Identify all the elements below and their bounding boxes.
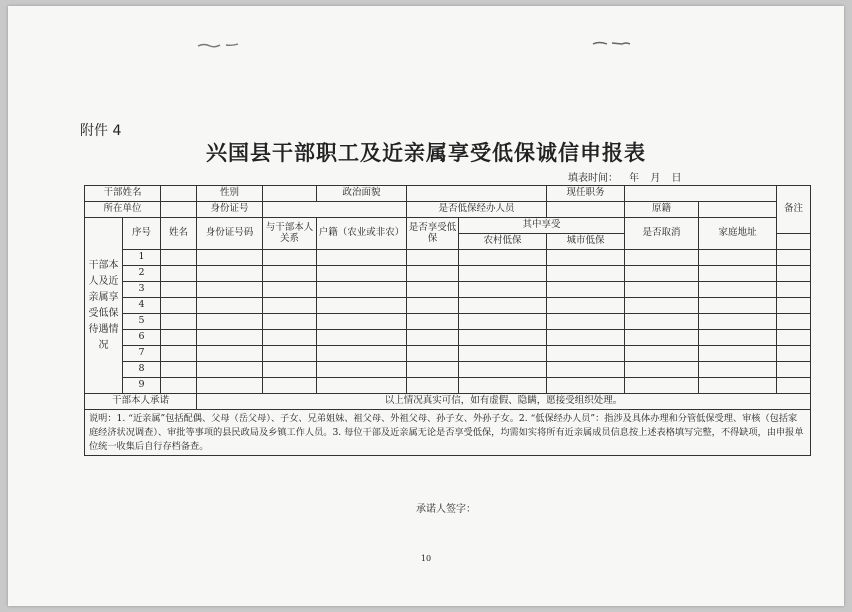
cell-urban[interactable] [547,314,625,330]
cell-id-code[interactable] [197,314,263,330]
cell-rural[interactable] [459,298,547,314]
attachment-label: 附件 4 [80,123,122,139]
cell-enjoy[interactable] [407,330,459,346]
cell-name[interactable] [161,362,197,378]
cell-household[interactable] [317,330,407,346]
cell-cancel[interactable] [625,362,699,378]
page-number: 10 [420,554,432,563]
cell-rural[interactable] [459,378,547,394]
row-seq: 1 [123,250,161,266]
cell-relation[interactable] [263,266,317,282]
value-is-handler[interactable] [547,202,625,218]
header-relation: 与干部本人关系 [263,218,317,250]
cell-household[interactable] [317,298,407,314]
label-remarks: 备注 [777,186,811,234]
cell-cancel[interactable] [625,266,699,282]
cell-id-code[interactable] [197,362,263,378]
cell-enjoy[interactable] [407,346,459,362]
cell-rural[interactable] [459,314,547,330]
cell-urban[interactable] [547,250,625,266]
table-row [85,378,811,394]
cell-name[interactable] [161,298,197,314]
cell-cancel[interactable] [625,250,699,266]
cell-relation[interactable] [263,250,317,266]
value-origin[interactable] [699,202,777,218]
label-cadre-name: 干部姓名 [85,186,161,202]
table-row [85,250,811,266]
cell-name[interactable] [161,314,197,330]
table-row [85,394,811,410]
label-id-number: 身份证号 [197,202,263,218]
cell-relation[interactable] [263,346,317,362]
cell-urban[interactable] [547,330,625,346]
header-address: 家庭地址 [699,218,777,250]
cell-remarks[interactable] [777,362,811,378]
cell-address[interactable] [699,314,777,330]
cell-name[interactable] [161,282,197,298]
table-row [85,282,811,298]
cell-cancel[interactable] [625,314,699,330]
cell-id-code[interactable] [197,250,263,266]
cell-relation[interactable] [263,298,317,314]
header-among: 其中享受 [459,218,625,234]
cell-remarks[interactable] [777,314,811,330]
header-id-code: 身份证号码 [197,218,263,250]
table-row [85,346,811,362]
row-seq: 5 [123,314,161,330]
cell-urban[interactable] [547,346,625,362]
value-cadre-name[interactable] [161,186,197,202]
cell-enjoy[interactable] [407,314,459,330]
cell-remarks[interactable] [777,330,811,346]
cell-household[interactable] [317,266,407,282]
label-current-position: 现任职务 [547,186,625,202]
value-political-status[interactable] [407,186,547,202]
cell-household[interactable] [317,378,407,394]
cell-address[interactable] [699,378,777,394]
table-row [85,362,811,378]
row-seq: 6 [123,330,161,346]
cell-household[interactable] [317,314,407,330]
page-title: 兴国县干部职工及近亲属享受低保诚信申报表 [206,140,646,165]
cell-name[interactable] [161,378,197,394]
signer-label: 承诺人签字： [416,504,476,515]
cell-remarks[interactable] [777,346,811,362]
section-label: 干部本人及近亲属享受低保待遇情况 [85,218,123,394]
remarks-cell[interactable] [777,234,811,250]
header-name: 姓名 [161,218,197,250]
explanation-note: 说明：1. “近亲属”包括配偶、父母（岳父母）、子女、兄弟姐妹、祖父母、外祖父母、孙子女、外孙子女。2. “低保经办人员”：指涉及具体办理和分管低保受理、审核（包括家庭经济状况调查）、审批等事项的县民政局及乡镇工作人员。3. 每位干部及近亲属无论是否享受低保，均需如实将所有近亲属成员信息按上述表格填写完整，不得缺项，由申报单位统一收集后自行存档备查。 [85,410,811,456]
cell-name[interactable] [161,266,197,282]
row-seq: 9 [123,378,161,394]
fill-date: 填表时间： 年 月 日 [568,173,682,184]
table-row [85,266,811,282]
cell-remarks[interactable] [777,282,811,298]
value-gender[interactable] [263,186,317,202]
header-household: 户籍（农业或非农） [317,218,407,250]
label-promise: 干部本人承诺 [85,394,197,410]
cell-enjoy[interactable] [407,298,459,314]
cell-address[interactable] [699,250,777,266]
cell-address[interactable] [699,298,777,314]
table-row [85,298,811,314]
cell-household[interactable] [317,346,407,362]
header-enjoy-lowincome: 是否享受低保 [407,218,459,250]
cell-rural[interactable] [459,250,547,266]
cell-remarks[interactable] [777,378,811,394]
table-row [85,218,811,234]
table-row [85,410,811,456]
cell-urban[interactable] [547,266,625,282]
cell-id-code[interactable] [197,266,263,282]
cell-name[interactable] [161,330,197,346]
row-seq: 2 [123,266,161,282]
cell-household[interactable] [317,362,407,378]
cell-relation[interactable] [263,282,317,298]
cell-household[interactable] [317,250,407,266]
cell-address[interactable] [699,362,777,378]
label-political-status: 政治面貌 [317,186,407,202]
cell-address[interactable] [699,330,777,346]
row-seq: 4 [123,298,161,314]
label-gender: 性别 [197,186,263,202]
cell-cancel[interactable] [625,330,699,346]
document-page [8,6,844,606]
cell-remarks[interactable] [777,298,811,314]
cell-address[interactable] [699,346,777,362]
table-row [85,186,811,202]
table-row [85,202,811,218]
label-origin: 原籍 [625,202,699,218]
cell-urban[interactable] [547,362,625,378]
cell-rural[interactable] [459,346,547,362]
row-seq: 3 [123,282,161,298]
value-work-unit[interactable] [161,202,197,218]
header-rural: 农村低保 [459,234,547,250]
cell-name[interactable] [161,346,197,362]
scan-artifact-marks [8,6,844,86]
cell-relation[interactable] [263,330,317,346]
header-urban: 城市低保 [547,234,625,250]
cell-remarks[interactable] [777,250,811,266]
table-row [85,330,811,346]
cell-rural[interactable] [459,282,547,298]
cell-household[interactable] [317,282,407,298]
cell-enjoy[interactable] [407,282,459,298]
cell-rural[interactable] [459,362,547,378]
cell-enjoy[interactable] [407,362,459,378]
cell-rural[interactable] [459,266,547,282]
cell-enjoy[interactable] [407,266,459,282]
cell-name[interactable] [161,250,197,266]
cell-id-code[interactable] [197,298,263,314]
value-id-number[interactable] [263,202,407,218]
cell-address[interactable] [699,282,777,298]
row-seq: 7 [123,346,161,362]
value-current-position[interactable] [625,186,777,202]
promise-text: 以上情况真实可信，如有虚假、隐瞒，愿接受组织处理。 [197,394,811,410]
cell-id-code[interactable] [197,378,263,394]
cell-urban[interactable] [547,282,625,298]
label-work-unit: 所在单位 [85,202,161,218]
cell-cancel[interactable] [625,282,699,298]
cell-remarks[interactable] [777,266,811,282]
table-row [85,314,811,330]
cell-cancel[interactable] [625,378,699,394]
cell-urban[interactable] [547,298,625,314]
cell-urban[interactable] [547,378,625,394]
cell-enjoy[interactable] [407,250,459,266]
cell-address[interactable] [699,266,777,282]
header-seq: 序号 [123,218,161,250]
cell-enjoy[interactable] [407,378,459,394]
cell-id-code[interactable] [197,346,263,362]
label-is-handler: 是否低保经办人员 [407,202,547,218]
header-cancel: 是否取消 [625,218,699,250]
cell-relation[interactable] [263,362,317,378]
row-seq: 8 [123,362,161,378]
cell-id-code[interactable] [197,330,263,346]
cell-relation[interactable] [263,378,317,394]
cell-rural[interactable] [459,330,547,346]
cell-cancel[interactable] [625,346,699,362]
cell-id-code[interactable] [197,282,263,298]
declaration-table [84,185,811,456]
cell-relation[interactable] [263,314,317,330]
cell-cancel[interactable] [625,298,699,314]
